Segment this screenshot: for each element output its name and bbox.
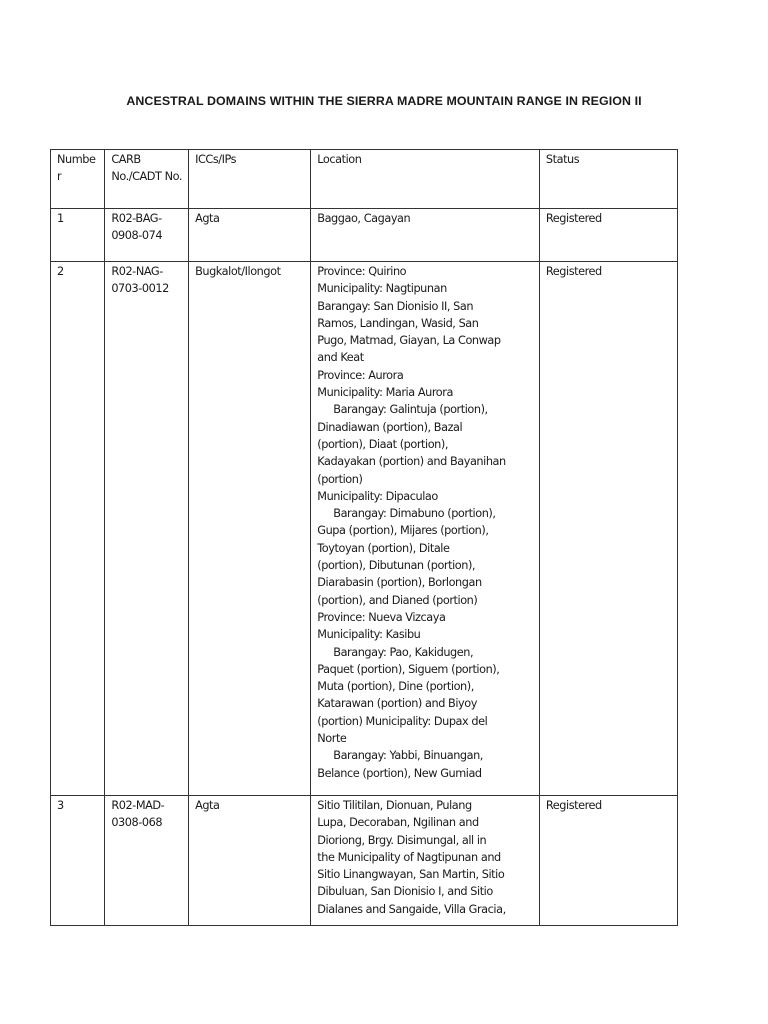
location-line: Municipality: Maria Aurora bbox=[317, 386, 453, 400]
location-line: (portion) Municipality: Dupax del bbox=[317, 714, 488, 728]
location-line: the Municipality of Nagtipunan and bbox=[317, 850, 501, 864]
location-line: Diarabasin (portion), Borlongan bbox=[317, 576, 482, 590]
location-line: Municipality: Kasibu bbox=[317, 628, 421, 642]
location-line: Katarawan (portion) and Biyoy bbox=[317, 697, 477, 711]
location-line: Dibuluan, San Dionisio I, and Sitio bbox=[317, 885, 493, 899]
location-line: Toytoyan (portion), Ditale bbox=[317, 541, 450, 555]
location-line: Province: Quirino bbox=[317, 265, 407, 278]
location-line: Barangay: Galintuja (portion), bbox=[333, 403, 488, 417]
cell-number: 2 bbox=[51, 262, 105, 796]
location-line: Barangay: San Dionisio II, San bbox=[317, 299, 474, 313]
page-title: ANCESTRAL DOMAINS WITHIN THE SIERRA MADRE MOUNTAIN RANGE IN REGION II bbox=[126, 94, 642, 108]
ancestral-domains-table bbox=[50, 149, 678, 926]
cell-number: 3 bbox=[51, 796, 105, 926]
location-line: Kadayakan (portion) and Bayanihan bbox=[317, 455, 506, 469]
location-line: Lupa, Decoraban, Ngilinan and bbox=[317, 816, 479, 830]
location-line: (portion), Dibutunan (portion), bbox=[317, 559, 476, 573]
header-number: Number bbox=[51, 150, 105, 209]
cell-number: 1 bbox=[51, 209, 105, 262]
location-line: Belance (portion), New Gumiad bbox=[317, 766, 482, 780]
location-line: Pugo, Matmad, Giayan, La Conwap bbox=[317, 334, 501, 348]
header-status: Status bbox=[539, 150, 677, 209]
header-carb: CARB No./CADT No. bbox=[105, 150, 189, 209]
table-row bbox=[51, 209, 678, 262]
table-row bbox=[51, 796, 678, 926]
location-line: Sitio Tilitilan, Dionuan, Pulang bbox=[317, 799, 472, 812]
header-iccs: ICCs/IPs bbox=[189, 150, 311, 209]
table-row bbox=[51, 262, 678, 796]
cell-carb: R02-BAG-0908-074 bbox=[105, 209, 189, 262]
location-line: and Keat bbox=[317, 351, 364, 365]
location-line: (portion) bbox=[317, 472, 363, 486]
cell-carb: R02-MAD-0308-068 bbox=[105, 796, 189, 926]
location-line: Sitio Linangwayan, San Martin, Sitio bbox=[317, 868, 505, 882]
location-line: Dinadiawan (portion), Bazal bbox=[317, 420, 463, 434]
cell-status: Registered bbox=[539, 262, 677, 796]
table-header-row bbox=[51, 150, 678, 209]
location-line: Barangay: Dimabuno (portion), bbox=[333, 507, 496, 521]
location-line: Province: Nueva Vizcaya bbox=[317, 610, 446, 624]
cell-iccs: Bugkalot/Ilongot bbox=[189, 262, 311, 796]
cell-location bbox=[311, 796, 540, 926]
cell-carb: R02-NAG-0703-0012 bbox=[105, 262, 189, 796]
location-line: (portion), and Dianed (portion) bbox=[317, 593, 478, 607]
location-line: Dialanes and Sangaide, Villa Gracia, bbox=[317, 902, 506, 916]
location-line: Ramos, Landingan, Wasid, San bbox=[317, 316, 479, 330]
location-line: Barangay: Pao, Kakidugen, bbox=[333, 645, 474, 659]
location-line: (portion), Diaat (portion), bbox=[317, 437, 448, 451]
location-line: Municipality: Dipaculao bbox=[317, 489, 438, 503]
location-line: Baggao, Cagayan bbox=[317, 212, 411, 225]
cell-iccs: Agta bbox=[189, 796, 311, 926]
cell-status: Registered bbox=[539, 796, 677, 926]
location-line: Muta (portion), Dine (portion), bbox=[317, 680, 474, 694]
location-line: Gupa (portion), Mijares (portion), bbox=[317, 524, 489, 538]
location-line: Norte bbox=[317, 732, 347, 746]
location-line: Municipality: Nagtipunan bbox=[317, 282, 447, 296]
location-line: Province: Aurora bbox=[317, 368, 404, 382]
location-line: Dioriong, Brgy. Disimungal, all in bbox=[317, 833, 487, 847]
location-line: Paquet (portion), Siguem (portion), bbox=[317, 662, 500, 676]
cell-status: Registered bbox=[539, 209, 677, 262]
header-location: Location bbox=[311, 150, 540, 209]
location-line: Barangay: Yabbi, Binuangan, bbox=[333, 749, 483, 763]
cell-location bbox=[311, 262, 540, 796]
cell-iccs: Agta bbox=[189, 209, 311, 262]
cell-location bbox=[311, 209, 540, 262]
